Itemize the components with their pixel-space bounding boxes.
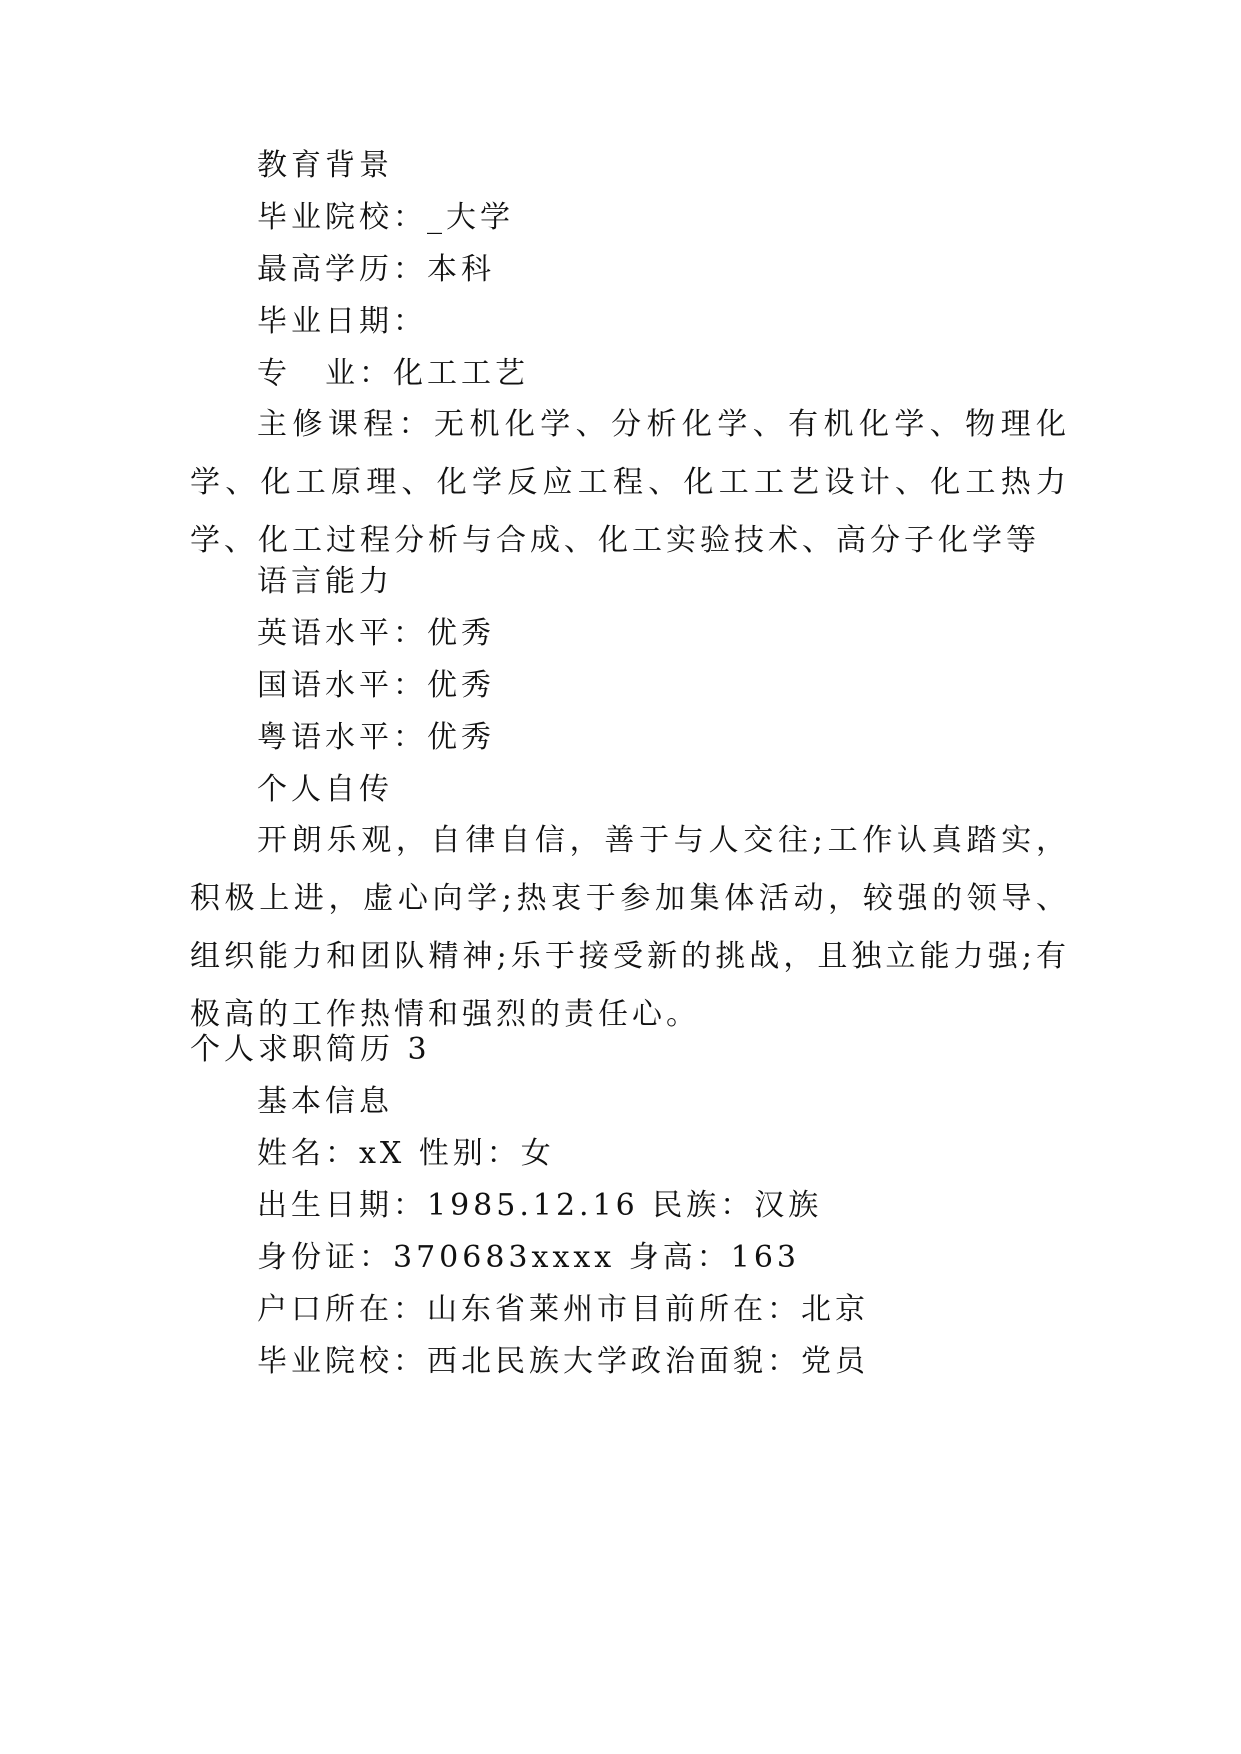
school-politics: 毕业院校：西北民族大学政治面貌：党员 [257,1344,869,1379]
cantonese-level: 粤语水平：优秀 [257,720,495,755]
mandarin-level: 国语水平：优秀 [257,668,495,703]
highest-degree: 最高学历：本科 [257,252,495,287]
name-gender: 姓名：xX 性别：女 [257,1136,555,1171]
graduate-school: 毕业院校：_大学 [257,200,514,235]
english-level: 英语水平：优秀 [257,616,495,651]
self-intro-text: 开朗乐观，自律自信，善于与人交往;工作认真踏实，积极上进，虚心向学;热衷于参加集体活动，较强的领导、组织能力和团队精神;乐于接受新的挑战，且独立能力强;有极高的工作热情和强烈的责任心。 [190,823,1070,1032]
main-courses: 主修课程：无机化学、分析化学、有机化学、物理化学、化工原理、化学反应工程、化工工艺设计、化工热力学、化工过程分析与合成、化工实验技术、高分子化学等 [190,407,1070,558]
graduation-date: 毕业日期： [257,304,427,339]
education-heading: 教育背景 [257,148,393,183]
residence: 户口所在：山东省莱州市目前所在：北京 [257,1292,869,1327]
birth-ethnicity: 出生日期：1985.12.16 民族：汉族 [257,1188,823,1223]
id-height: 身份证：370683xxxx 身高：163 [257,1240,800,1275]
major: 专 业：化工工艺 [257,356,529,391]
basic-info-heading: 基本信息 [257,1084,393,1119]
self-intro-heading: 个人自传 [257,772,393,807]
language-heading: 语言能力 [257,564,393,599]
resume3-title: 个人求职简历 3 [190,1032,431,1067]
